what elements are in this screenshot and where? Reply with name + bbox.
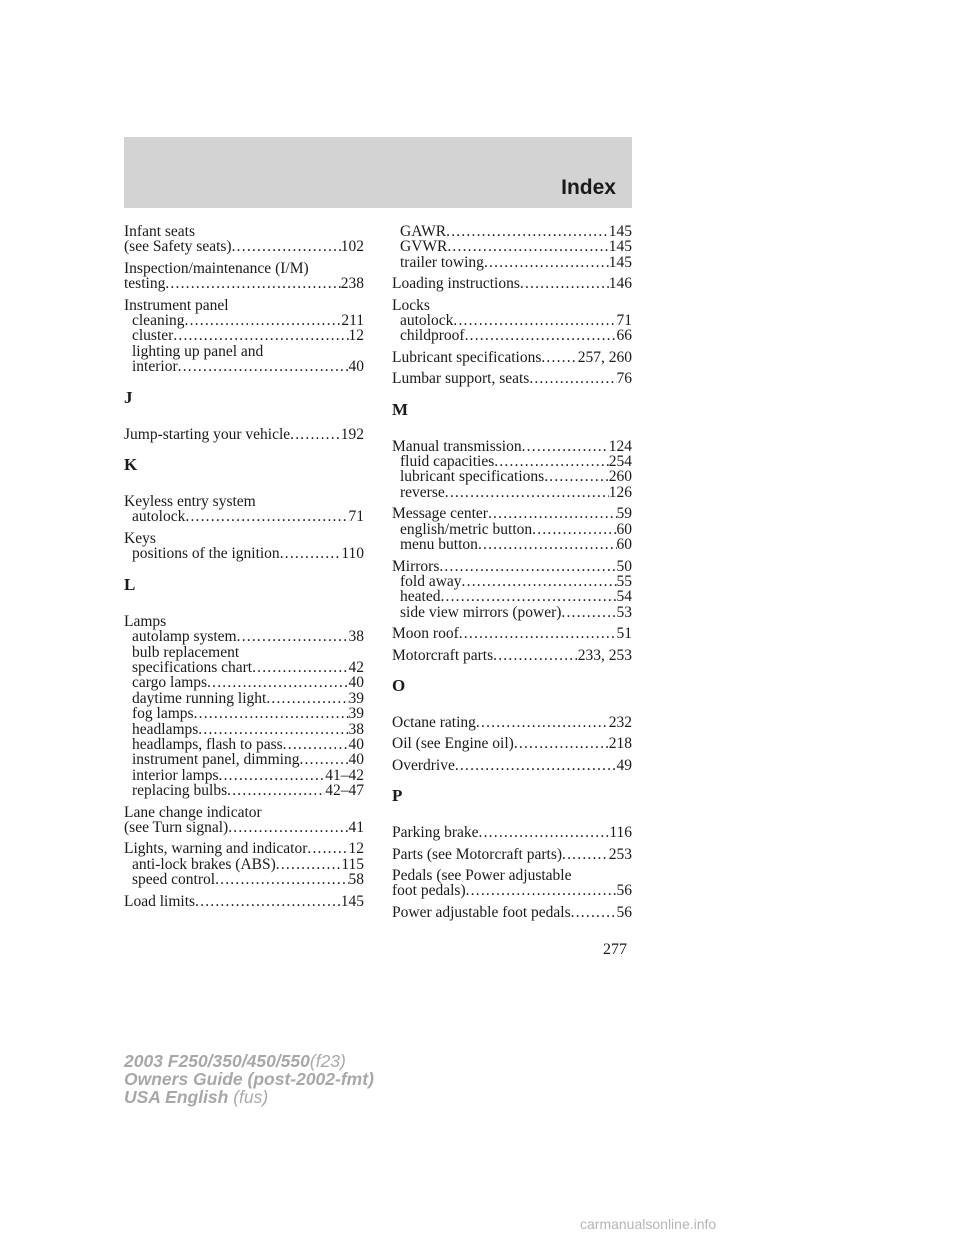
index-entry-line [392,350,632,365]
index-page-ref: 40 [348,674,364,692]
index-entry-text: Parking brake [392,824,479,842]
index-entry-line [392,847,632,862]
dot-leader [194,706,349,721]
index-entry-text: autolamp system [132,628,237,646]
index-page-ref: 55 [616,572,632,590]
index-entry-text: Keys [124,529,156,547]
index-entry-text: headlamps [132,720,199,738]
index-entry-text: Overdrive [392,756,455,774]
index-entry [124,427,364,442]
dot-leader [207,675,348,690]
dot-leader [299,752,348,767]
index-page-ref: 50 [616,557,632,575]
index-page-ref: 38 [348,720,364,738]
index-entry-text: Jump-starting your vehicle [124,425,291,443]
index-page-ref: 53 [616,603,632,621]
index-entry-text: interior [132,358,178,376]
dot-leader [465,328,617,343]
index-page-ref: 145 [608,253,632,271]
index-page-ref: 40 [348,358,364,376]
dot-leader [520,276,609,291]
watermark: carmanualsonline.info [580,1216,717,1232]
dot-leader [446,224,609,239]
index-entry-line [124,276,364,291]
index-entry-line [392,298,632,313]
index-entry-text: Pedals (see Power adjustable [392,866,572,884]
index-section-letter: M [392,399,409,419]
index-page-ref: 124 [608,437,632,455]
dot-leader [541,350,577,365]
index-entry-text: replacing bulbs [132,782,228,800]
index-page-ref: 56 [616,903,632,921]
index-entry-line [392,648,632,663]
dot-leader [459,626,617,641]
index-page-ref: 12 [348,840,364,858]
index-entry-text: daytime running light [132,689,267,707]
index-entry [392,371,632,386]
footer-line-3 [124,1088,374,1106]
index-subentry-line [124,722,364,737]
index-entry-line [124,531,364,546]
index-page-ref: 257, 260 [577,348,632,366]
index-page-ref: 233, 253 [577,646,632,664]
dot-leader [237,629,349,644]
index-page-ref: 66 [616,327,632,345]
index-entry [392,626,632,641]
index-entry-line [124,614,364,629]
index-entry-text: fog lamps [132,705,194,723]
dot-leader [493,648,578,663]
dot-leader [466,883,617,898]
index-subentry-line [392,605,632,620]
index-column-right [392,224,632,926]
index-subentry-line [392,255,632,270]
dot-leader [232,239,341,254]
index-entry-text: positions of the ignition [132,545,280,563]
index-page-ref: 254 [608,453,632,471]
index-entry-line [392,715,632,730]
index-page-ref: 41 [348,818,364,836]
dot-leader [252,660,348,675]
index-entry-text: english/metric button [400,520,533,538]
index-entry [392,648,632,663]
dot-leader [198,722,348,737]
dot-leader [522,439,609,454]
dot-leader [532,522,616,537]
dot-leader [215,872,348,887]
index-subentry-line [124,328,364,343]
index-entry-text: (see Turn signal) [124,818,229,836]
index-subentry-line [392,589,632,604]
dot-leader [488,506,617,521]
index-entry [392,825,632,840]
index-entry-text: reverse [400,483,445,501]
dot-leader [476,715,609,730]
index-entry [392,276,632,291]
index-entry-text: Load limits [124,892,196,910]
index-entry-line [392,825,632,840]
index-subentry-line [392,239,632,254]
index-subentry-line [392,469,632,484]
dot-leader [185,313,342,328]
index-page-ref: 39 [348,705,364,723]
index-entry [392,736,632,751]
index-entry-text: Oil (see Engine oil) [392,735,514,753]
index-entry-text: Lights, warning and indicator [124,840,308,858]
index-subentry-line [124,768,364,783]
index-subentry-line [124,645,364,660]
page-number: 277 [603,941,627,958]
index-entry-text: autolock [400,312,454,330]
index-entry-text: headlamps, flash to pass [132,735,283,753]
index-entry-text: Moon roof [392,625,459,643]
index-entry-text: (see Safety seats) [124,238,232,256]
index-entry-text: Lubricant specifications [392,348,542,366]
index-entry-text: childproof [400,327,465,345]
dot-leader [484,255,609,270]
index-entry-text: speed control [132,871,216,889]
index-entry [124,614,364,799]
index-entry [392,847,632,862]
index-subentry-line [124,313,364,328]
index-entry-text: instrument panel, dimming [132,751,300,769]
index-entry-line [392,626,632,641]
index-page-ref: 145 [608,238,632,256]
index-page-ref: 76 [616,370,632,388]
index-entry [392,758,632,773]
dot-leader [514,736,609,751]
index-entry-text: Manual transmission [392,437,522,455]
index-page-ref: 145 [340,892,364,910]
dot-leader [195,894,341,909]
dot-leader [561,605,616,620]
footer-model-code: (f23) [309,1051,346,1071]
dot-leader [165,276,340,291]
index-page-ref: 71 [348,508,364,526]
dot-leader [462,574,617,589]
dot-leader [562,847,609,862]
index-subentry-line [392,313,632,328]
index-entry-text: fluid capacities [400,453,495,471]
index-column-left [124,224,364,915]
index-entry-text: autolock [132,508,186,526]
index-page-ref: 40 [348,735,364,753]
index-subentry-line [124,660,364,675]
index-entry-text: heated [400,588,441,606]
index-entry-text: specifications chart [132,658,253,676]
dot-leader [307,841,348,856]
dot-leader [185,509,348,524]
index-entry [124,261,364,292]
index-page-ref: 49 [616,756,632,774]
index-page-ref: 60 [616,536,632,554]
index-entry [392,439,632,501]
footer-line-1 [124,1052,374,1070]
index-page-ref: 39 [348,689,364,707]
index-entry-text: foot pedals) [392,882,466,900]
dot-leader [544,469,609,484]
dot-leader [529,371,616,386]
index-entry [124,841,364,887]
index-subentry-line [124,546,364,561]
index-entry-text: menu button [400,536,478,554]
footer-model: 2003 F250/350/450/550 [124,1051,310,1071]
index-entry-line [392,559,632,574]
index-page-ref: 42 [348,658,364,676]
index-entry-line [124,298,364,313]
index-entry-text: side view mirrors (power) [400,603,562,621]
index-entry [124,298,364,375]
index-entry-text: fold away [400,572,462,590]
index-entry-text: Inspection/maintenance (I/M) [124,259,309,277]
index-section-letter: K [124,455,138,475]
index-entry [392,350,632,365]
dot-leader [219,768,326,783]
index-entry-text: Lamps [124,612,167,630]
index-subentry-line [392,224,632,239]
index-entry-line [392,371,632,386]
dot-leader [494,454,609,469]
index-entry-text: GVWR [400,238,448,256]
index-entry-line [392,276,632,291]
index-entry-line [124,805,364,820]
dot-leader [571,905,617,920]
index-subentry-line [124,629,364,644]
index-page-ref: 110 [341,545,364,563]
dot-leader [280,546,342,561]
index-entry-text: testing [124,275,166,293]
index-subentry-line [124,675,364,690]
index-subentry-line [124,706,364,721]
index-entry-line [392,883,632,898]
index-entry-text: Octane rating [392,713,476,731]
index-entry-text: cleaning [132,312,185,330]
index-subentry-line [392,328,632,343]
index-subentry-line [124,509,364,524]
dot-leader [178,359,349,374]
index-subentry-line [124,857,364,872]
index-page-ref: 54 [616,588,632,606]
index-entry-text: Loading instructions [392,275,520,293]
dot-leader [479,825,610,840]
index-page-ref: 102 [340,238,364,256]
index-entry [392,298,632,344]
index-entry-text: bulb replacement [132,643,240,661]
index-entry-line [124,841,364,856]
index-entry-line [392,868,632,883]
index-page-ref: 126 [608,483,632,501]
index-section-letter: L [124,574,136,594]
dot-leader [228,820,348,835]
index-page-ref: 192 [340,425,364,443]
index-page-ref: 59 [616,505,632,523]
dot-leader [290,427,341,442]
index-subentry-line [124,737,364,752]
dot-leader [266,691,348,706]
index-entry [124,224,364,255]
index-page-ref: 60 [616,520,632,538]
index-entry [124,894,364,909]
index-page-ref: 71 [616,312,632,330]
index-section-letter: J [124,387,133,407]
index-entry-text: Mirrors [392,557,440,575]
index-subentry-line [392,485,632,500]
dot-leader [440,589,616,604]
index-entry [392,868,632,899]
index-page-ref: 146 [608,275,632,293]
dot-leader [445,485,609,500]
index-entry-text: Locks [392,296,430,314]
index-page-ref: 41–42 [325,766,364,784]
index-subentry-line [124,344,364,359]
index-entry-line [124,224,364,239]
index-entry-line [392,736,632,751]
dot-leader [173,328,348,343]
index-entry-text: Infant seats [124,223,196,240]
index-entry-text: lubricant specifications [400,468,545,486]
index-entry-line [124,239,364,254]
index-page-ref: 260 [608,468,632,486]
index-section-letter: O [392,675,406,695]
footer-line-2: Owners Guide (post-2002-fmt) [124,1069,374,1089]
index-entry-text: cargo lamps [132,674,208,692]
index-entry [392,559,632,621]
index-entry-line [392,506,632,521]
index-entry-text: Message center [392,505,488,523]
index-entry-text: anti-lock brakes (ABS) [132,855,276,873]
index-entry-line [392,439,632,454]
dot-leader [439,559,616,574]
index-page-ref: 115 [341,855,364,873]
dot-leader [453,313,616,328]
index-entry [392,905,632,920]
index-page-ref: 253 [608,845,632,863]
index-subentry-line [392,574,632,589]
index-subentry-line [124,359,364,374]
index-subentry-line [392,522,632,537]
index-page-ref: 38 [348,628,364,646]
page-title: Index [561,176,616,199]
footer-language-code: (fus) [233,1087,269,1107]
index-entry-text: Parts (see Motorcraft parts) [392,845,563,863]
index-entry-text: GAWR [400,223,447,240]
dot-leader [455,758,617,773]
index-page-ref: 232 [608,713,632,731]
index-entry-line [124,427,364,442]
index-subentry-line [124,752,364,767]
index-entry-line [124,261,364,276]
index-page-ref: 58 [348,871,364,889]
index-page-ref: 42–47 [325,782,364,800]
index-section-letter: P [392,786,403,806]
index-entry-line [392,758,632,773]
header-band [124,137,632,208]
index-subentry-line [124,691,364,706]
index-entry-text: Motorcraft parts [392,646,494,664]
index-page-ref: 116 [609,824,632,842]
index-entry [392,224,632,270]
index-page-ref: 211 [341,312,364,330]
index-entry-line [124,894,364,909]
index-entry-text: interior lamps [132,766,219,784]
index-entry [392,715,632,730]
index-entry [124,805,364,836]
index-subentry-line [392,454,632,469]
footer [124,1052,374,1106]
index-entry-text: trailer towing [400,253,484,271]
dot-leader [478,537,617,552]
index-page-ref: 56 [616,882,632,900]
index-subentry-line [392,537,632,552]
dot-leader [276,857,342,872]
index-page-ref: 238 [340,275,364,293]
index-page-ref: 51 [616,625,632,643]
index-entry-line [392,905,632,920]
index-entry [392,506,632,552]
index-entry-text: Keyless entry system [124,493,256,511]
footer-language: USA English [124,1087,229,1107]
index-entry-line [124,820,364,835]
index-entry-text: Instrument panel [124,296,229,314]
index-subentry-line [124,872,364,887]
index-page-ref: 218 [608,735,632,753]
index-entry [124,494,364,525]
index-page-ref: 145 [608,223,632,240]
index-page-ref: 12 [348,327,364,345]
index-entry-text: Lane change indicator [124,803,262,821]
index-entry-text: Power adjustable foot pedals [392,903,571,921]
index-entry-text: cluster [132,327,174,345]
index-page-ref: 40 [348,751,364,769]
dot-leader [283,737,349,752]
dot-leader [447,239,608,254]
index-entry-text: lighting up panel and [132,342,264,360]
index-entry-text: Lumbar support, seats [392,370,530,388]
dot-leader [227,783,325,798]
index-entry-line [124,494,364,509]
index-entry [124,531,364,562]
index-subentry-line [124,783,364,798]
